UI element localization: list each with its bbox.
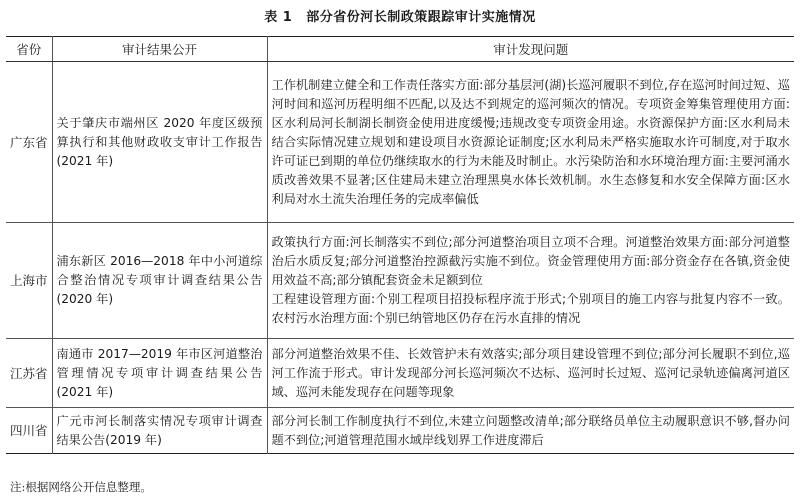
finding-text: 工作机制建立健全和工作责任落实方面:部分基层河(湖)长巡河履职不到位,存在巡河时间过短、巡河时间和巡河历程明细不匹配,以及达不到规定的巡河频次的情况。专项资金筹集管理使用方面:区水利局河长制湖长制资金使用进度缓慢;违规改变专项资金用途。水资源保护方面:区水利局未结合实际情况建立规划和建设项目水资源论证制度;区水利局未严格实施取水许可制度,对于取水许可证已到期的单位仍继续取水的行为未能及时制止。水污染防治和水环境治理方面:主要河涌水质改善效果不显著;区住建局未建立治理黑臭水体长效机制。水生态修复和水安全保障方面:区水利局对水土流失治理任务的完成率偏低: [271, 77, 790, 206]
header-findings: 审计发现问题: [267, 37, 794, 62]
row-findings: [267, 223, 794, 339]
row-province: 上海市: [6, 223, 52, 339]
table-title: [0, 6, 800, 25]
table-number: 表 1: [264, 10, 293, 25]
finding-text: 部分河长制工作制度执行不到位,未建立问题整改清单;部分联络员单位主动履职意识不够,督办问题不到位;河道管理范围水域岸线划界工作进度滞后: [271, 413, 790, 447]
finding-text: 部分河道整治效果不佳、长效管护未有效落实;部分项目建设管理不到位;部分河长履职不到位,巡河工作流于形式。审计发现部分河长巡河频次不达标、巡河时长过短、巡河记录轨迹偏离河道区域、巡河未能发现存在问题等现象: [271, 346, 790, 399]
row-audit-report: 广元市河长制落实情况专项审计调查结果公告(2019 年): [52, 408, 267, 454]
table-row: [6, 339, 794, 408]
row-province: 江苏省: [6, 339, 52, 408]
row-findings: [267, 408, 794, 454]
finding-text: 政策执行方面:河长制落实不到位;部分河道整治项目立项不合理。河道整治效果方面:部分河道整治后水质反复;部分河道整治控源截污实施不到位。资金管理使用方面:部分资金存在各镇,资金使用效益不高;部分镇配套资金未足额到位: [271, 235, 790, 287]
row-audit-report: 浦东新区 2016—2018 年中小河道综合整治情况专项审计调查结果公告(2020 年): [52, 223, 267, 339]
row-audit-report: 南通市 2017—2019 年市区河道整治管理情况专项审计调查结果公告(2021 年): [52, 339, 267, 408]
row-findings: [267, 62, 794, 223]
header-province: 省份: [6, 37, 52, 62]
row-findings: [267, 339, 794, 408]
table-row: [6, 408, 794, 454]
table-row: [6, 223, 794, 339]
header-audit-report: 审计结果公开: [52, 37, 267, 62]
audit-table: [6, 36, 794, 454]
table-title-text: 部分省份河长制政策跟踪审计实施情况: [306, 10, 536, 25]
row-province: 广东省: [6, 62, 52, 223]
table-header-row: [6, 37, 794, 62]
row-province: 四川省: [6, 408, 52, 454]
table-row: [6, 62, 794, 223]
table-note: 注:根据网络公开信息整理。: [10, 480, 152, 494]
finding-text: 工程建设管理方面:个别工程项目招投标程序流于形式;个别项目的施工内容与批复内容不一致。农村污水治理方面:个别已纳管地区仍存在污水直排的情况: [271, 292, 790, 325]
row-audit-report: 关于肇庆市端州区 2020 年度区级预算执行和其他财政收支审计工作报告(2021 年): [52, 62, 267, 223]
